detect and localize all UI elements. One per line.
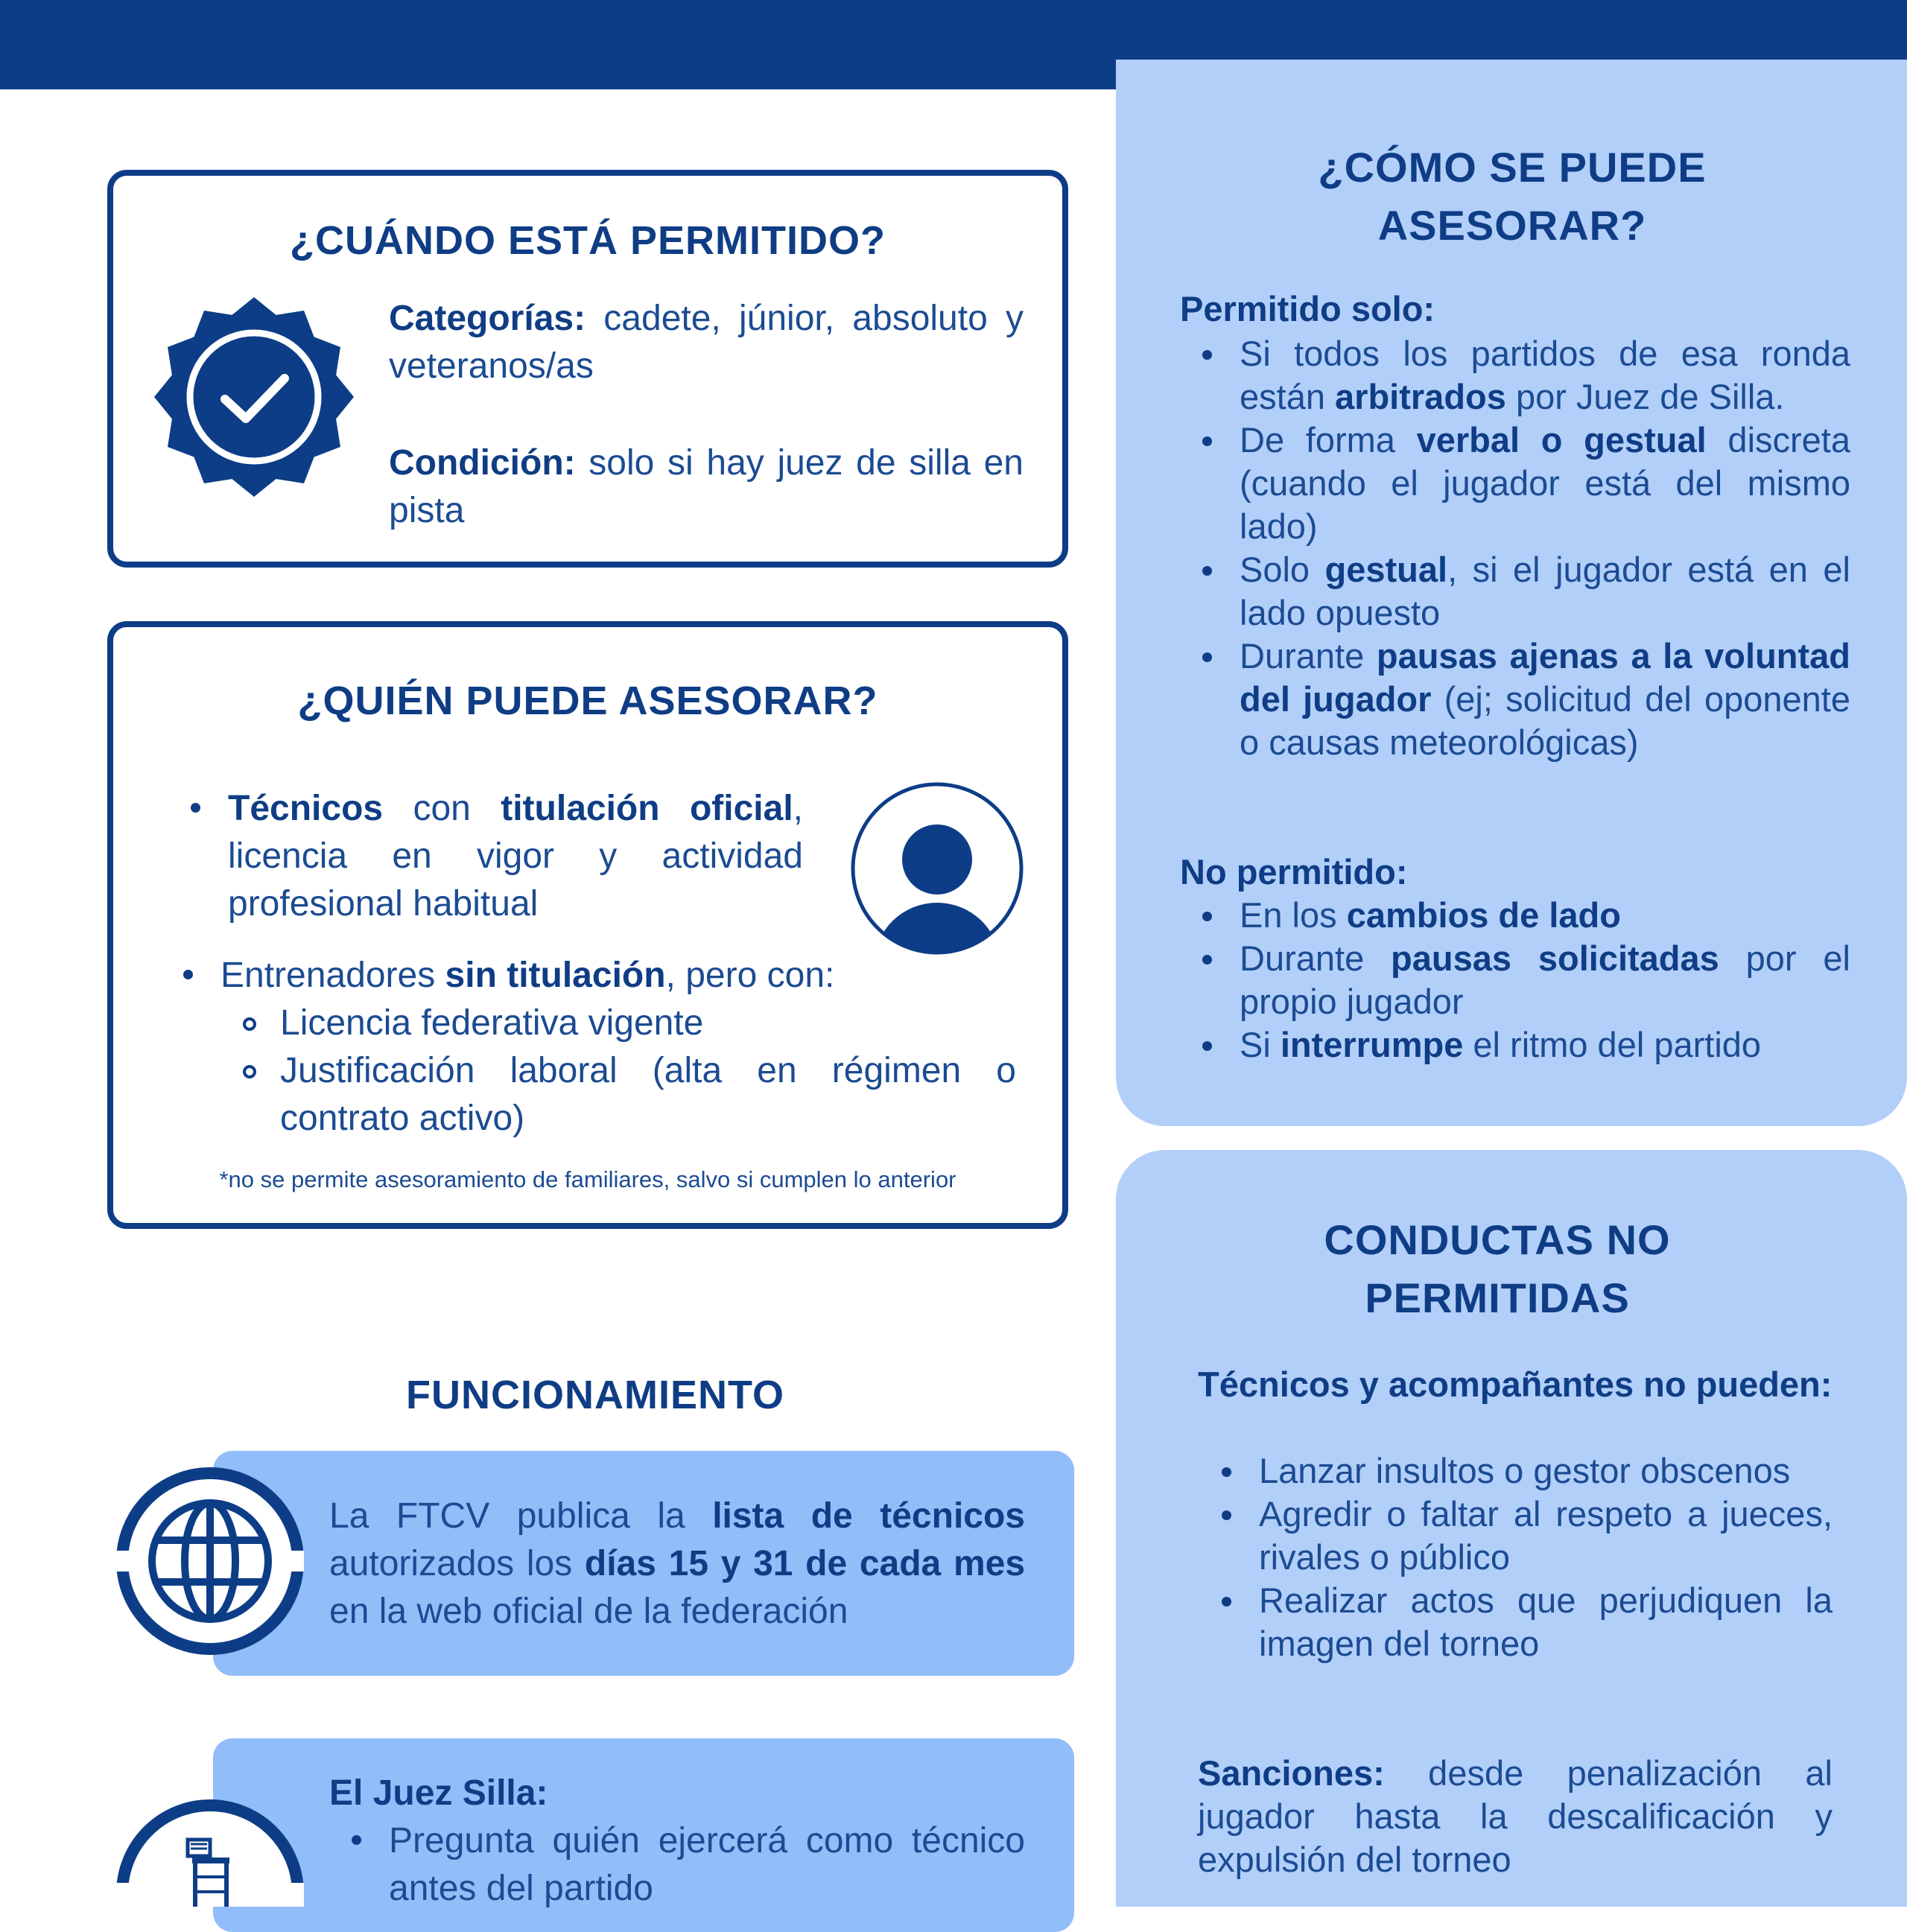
quien-sublist bbox=[280, 1000, 1016, 1143]
quien-list-1 bbox=[228, 785, 803, 928]
permitido-list bbox=[1240, 332, 1850, 764]
sanciones-text: Sanciones: desde penalización al jugador hasta la descalificación y expulsión del torneo bbox=[1198, 1753, 1833, 1879]
quien-title: ¿QUIÉN PUEDE ASESORAR? bbox=[297, 679, 878, 723]
list-item: Durante pausas solicitadas por el propio jugador bbox=[1240, 937, 1850, 1023]
juez-silla-list bbox=[389, 1817, 1025, 1913]
publicacion-text: La FTCV publica la lista de técnicos autorizados los días 15 y 31 de cada mes en la web oficial de la federación bbox=[329, 1496, 1026, 1631]
list-item: Si interrumpe el ritmo del partido bbox=[1240, 1023, 1850, 1067]
badge-check-icon bbox=[153, 296, 355, 498]
umpire-chair-icon bbox=[116, 1799, 304, 1907]
cuando-title: ¿CUÁNDO ESTÁ PERMITIDO? bbox=[290, 218, 886, 263]
list-item: En los cambios de lado bbox=[1240, 894, 1850, 937]
quien-list-2 bbox=[220, 952, 1015, 1000]
funcionamiento-title: FUNCIONAMIENTO bbox=[406, 1373, 784, 1417]
list-item: Licencia federativa vigente bbox=[280, 1000, 1016, 1047]
no-permitido-list bbox=[1240, 894, 1850, 1067]
conductas-list bbox=[1259, 1449, 1833, 1665]
permitido-label: Permitido solo: bbox=[1180, 289, 1435, 328]
como-title: ¿CÓMO SE PUEDE ASESORAR? bbox=[1318, 144, 1707, 249]
list-item: Pregunta quién ejercerá como técnico antes del partido bbox=[389, 1817, 1025, 1913]
list-item: Justificación laboral (alta en régimen o contrato activo) bbox=[280, 1047, 1016, 1143]
no-permitido-label: No permitido: bbox=[1180, 852, 1408, 892]
juez-silla-title: El Juez Silla: bbox=[329, 1773, 548, 1813]
list-item: Entrenadores sin titulación, pero con: bbox=[220, 952, 1015, 1000]
categorias-text: Categorías: cadete, júnior, absoluto y veteranos/as bbox=[389, 299, 1024, 386]
user-avatar-icon bbox=[849, 778, 1025, 962]
globe-icon bbox=[116, 1467, 304, 1655]
list-item: Realizar actos que perjudiquen la imagen del torneo bbox=[1259, 1579, 1833, 1665]
list-item: Lanzar insultos o gestor obscenos bbox=[1259, 1449, 1833, 1493]
list-item: Durante pausas ajenas a la voluntad del jugador (ej; solicitud del oponente o causas meteorológicas) bbox=[1240, 635, 1850, 764]
list-item: Agredir o faltar al respeto a jueces, rivales o público bbox=[1259, 1493, 1833, 1579]
familiares-note: *no se permite asesoramiento de familiares, salvo si cumplen lo anterior bbox=[219, 1166, 956, 1192]
condicion-text: Condición: solo si hay juez de silla en pista bbox=[389, 443, 1024, 530]
list-item: Si todos los partidos de esa ronda están arbitrados por Juez de Silla. bbox=[1240, 332, 1850, 419]
list-item: Solo gestual, si el jugador está en el lado opuesto bbox=[1240, 548, 1850, 635]
conductas-title: CONDUCTAS NO PERMITIDAS bbox=[1324, 1216, 1671, 1321]
conductas-intro: Técnicos y acompañantes no pueden: bbox=[1198, 1364, 1833, 1404]
list-item: De forma verbal o gestual discreta (cuando el jugador está del mismo lado) bbox=[1240, 419, 1850, 548]
list-item: Técnicos con titulación oficial, licencia en vigor y actividad profesional habitual bbox=[228, 785, 803, 928]
